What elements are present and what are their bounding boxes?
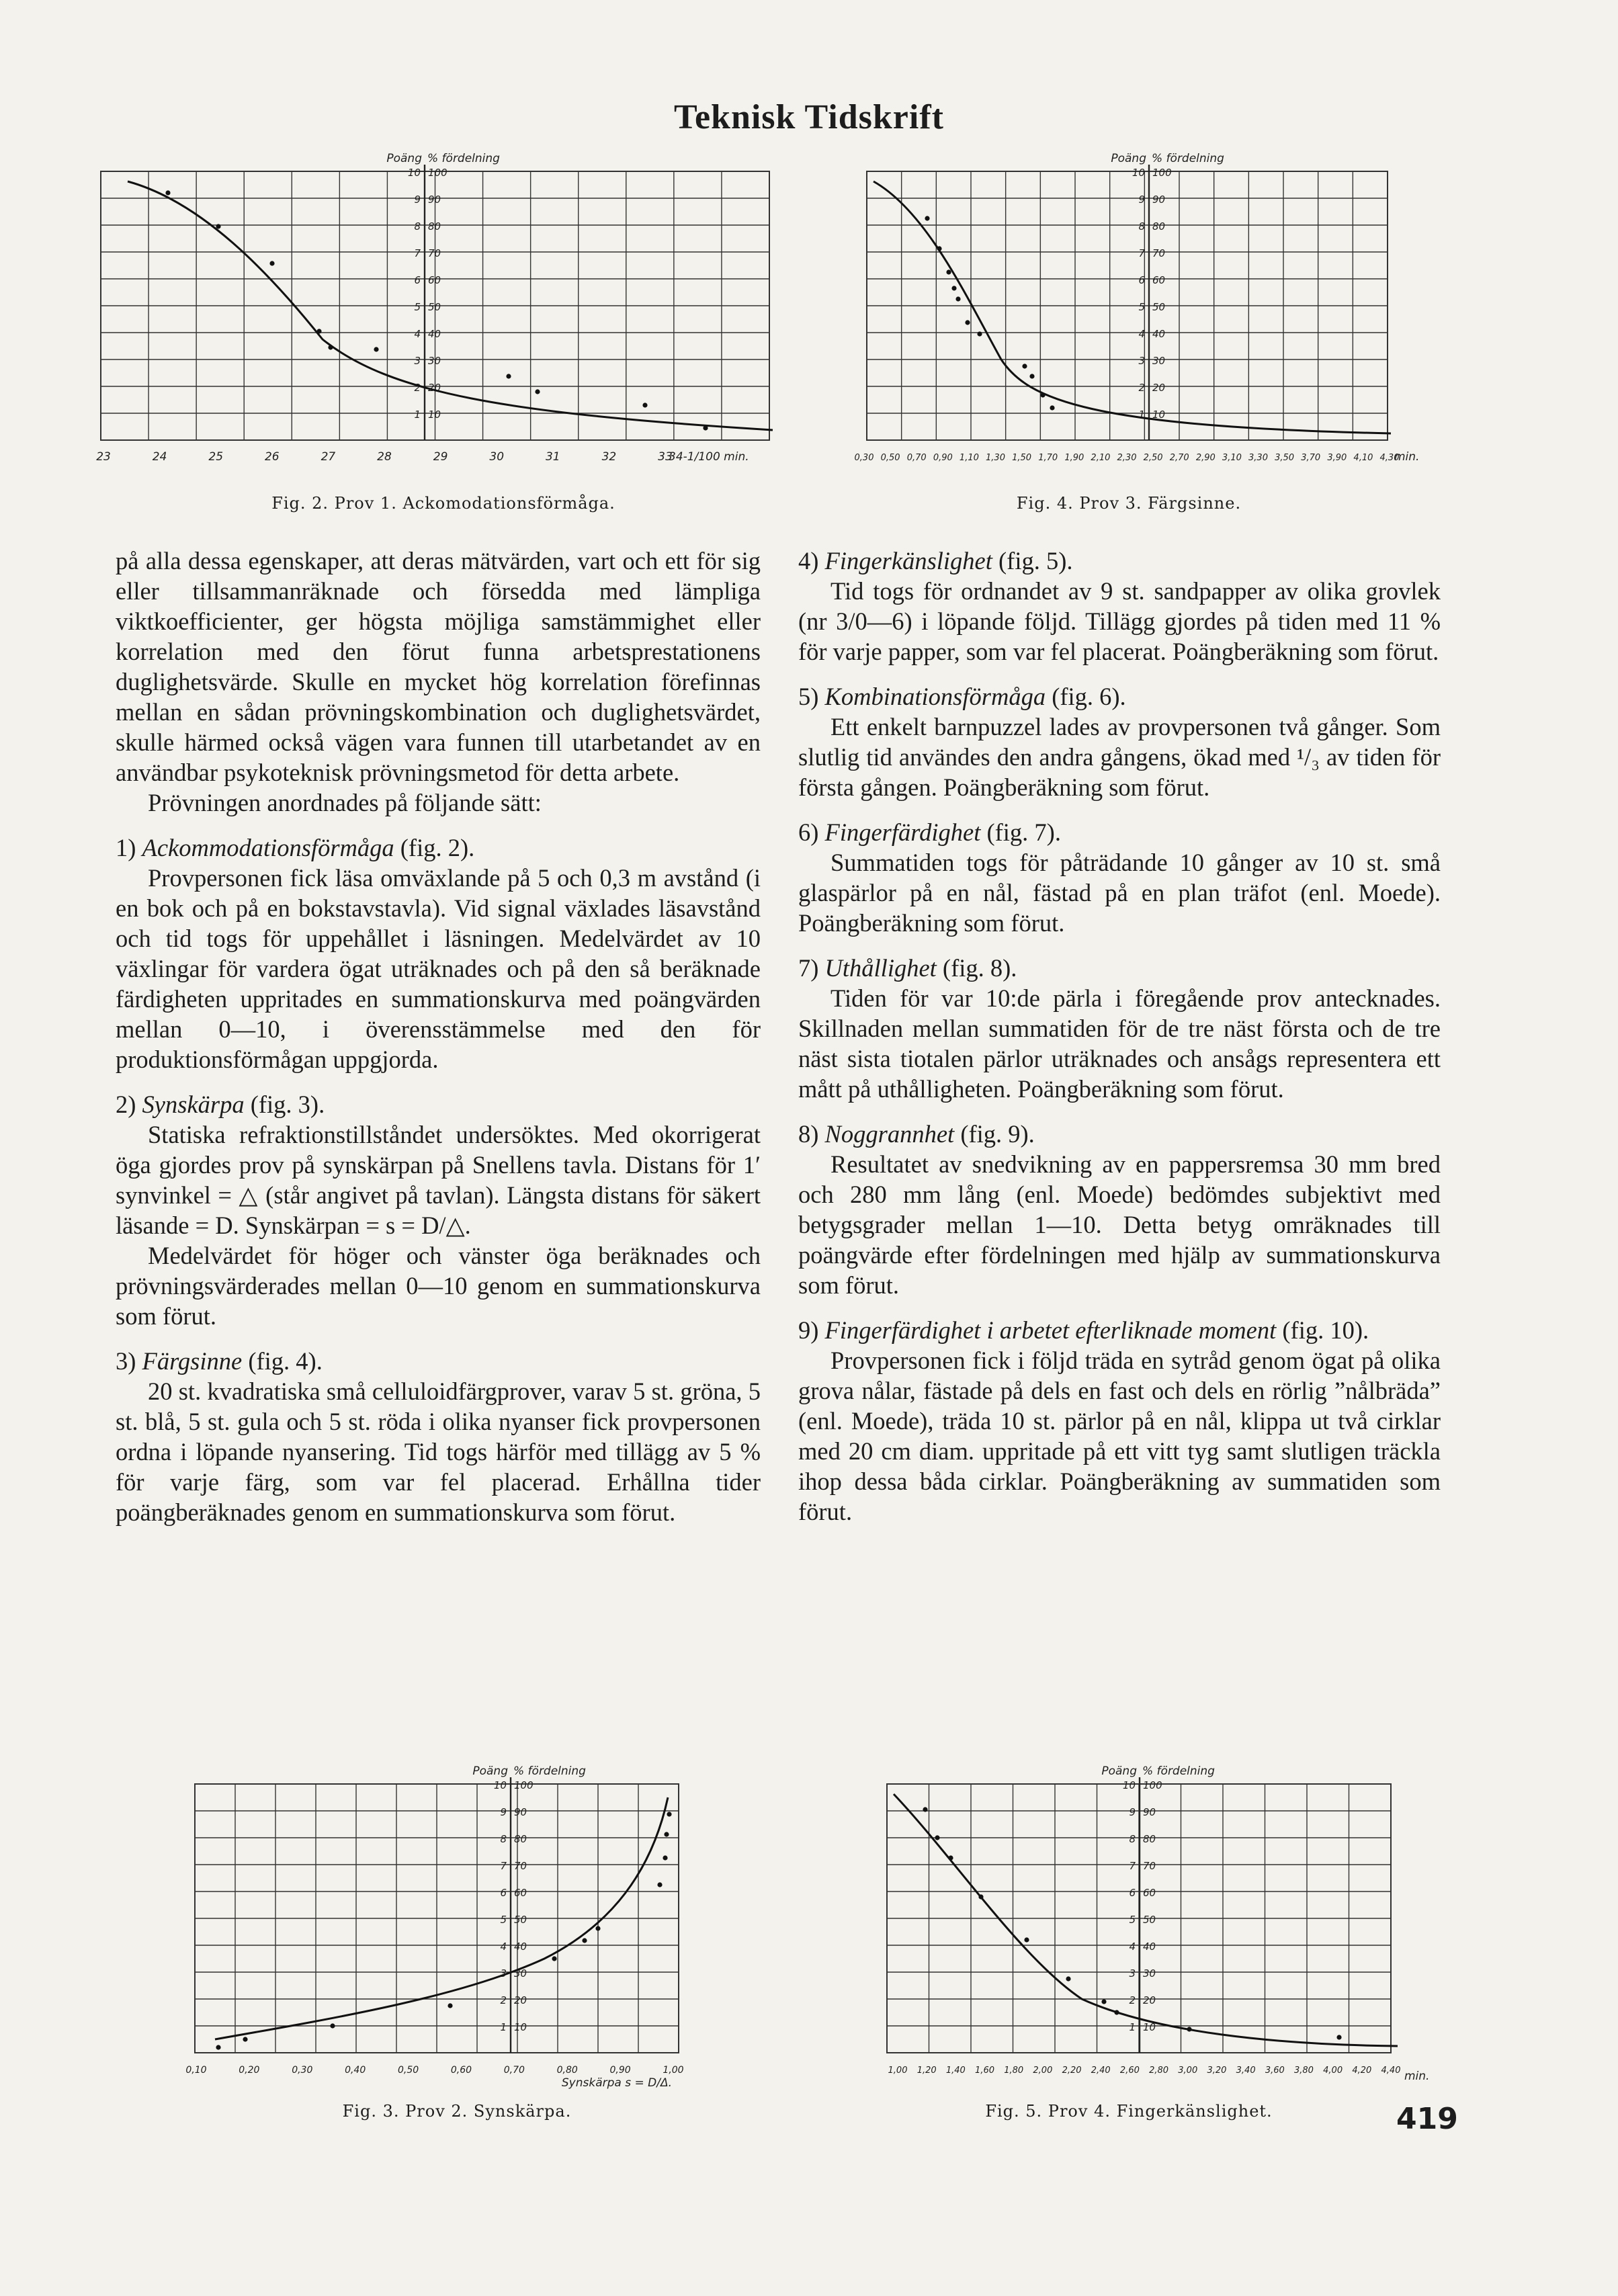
figure-2-caption: Fig. 2. Prov 1. Ackomodationsförmåga. xyxy=(271,494,615,513)
x-tick-label: 3,30 xyxy=(1248,453,1268,463)
data-dot xyxy=(663,1855,667,1860)
data-dot xyxy=(935,1835,939,1840)
x-tick-label: 3,50 xyxy=(1275,453,1295,463)
x-axis-unit: Synskärpa s = D/Δ. xyxy=(561,2076,672,2090)
paragraph: Tiden för var 10:de pärla i föregående prov antecknades. Skillnaden mellan summatiden för de tre näst första och de tre näst sista tiotalen pärlor uträknades och ansågs representera ett mått på uthålligheten. Poängberäkning som förut. xyxy=(798,984,1441,1103)
y-tick-label: 4 xyxy=(414,328,421,340)
figure-3-graph xyxy=(181,1757,732,2093)
x-tick-label: 0,40 xyxy=(345,2065,366,2076)
data-dot xyxy=(664,1832,669,1836)
section-heading-3: 3) Färgsinne (fig. 4). xyxy=(116,1347,323,1375)
y-tick-label: 8 xyxy=(500,1833,507,1845)
y-tick-label: 50 xyxy=(1152,301,1166,313)
x-tick-label: 1,60 xyxy=(975,2066,995,2076)
x-tick-label: 1,00 xyxy=(888,2066,908,2076)
y-tick-label: 7 xyxy=(1129,1860,1136,1872)
y-tick-label: 60 xyxy=(428,274,441,286)
x-tick-label: 3,70 xyxy=(1301,453,1321,463)
data-dot xyxy=(667,1812,671,1816)
y-tick-label: 1 xyxy=(1129,2021,1136,2033)
paragraph: Prövningen anordnades på följande sätt: xyxy=(148,789,542,816)
y-tick-label: 7 xyxy=(1138,247,1145,259)
paragraph: Tid togs för ordnandet av 9 st. sandpapper av olika grovlek (nr 3/0—6) i löpande följd. Tillägg gjordes på tiden med 11 % för varje papper, som var fel placerat. Poängberäkning som förut. xyxy=(798,577,1441,665)
y-tick-label: 20 xyxy=(514,1994,527,2006)
x-tick-label: 3,90 xyxy=(1327,453,1347,463)
x-tick-label: 4,00 xyxy=(1323,2066,1343,2076)
y-tick-label: 40 xyxy=(1152,328,1166,340)
data-dot xyxy=(642,402,647,407)
data-dot xyxy=(552,1956,556,1961)
y-tick-label: 3 xyxy=(414,355,421,367)
data-dot xyxy=(955,296,960,301)
y-tick-label: 2 xyxy=(500,1994,507,2006)
data-dot xyxy=(1024,1937,1029,1942)
x-tick-label: 28 xyxy=(377,450,392,464)
section-heading-2: 2) Synskärpa (fig. 3). xyxy=(116,1091,325,1118)
x-tick-label: 2,20 xyxy=(1062,2066,1082,2076)
y-tick-label: 7 xyxy=(500,1860,507,1872)
data-dot xyxy=(978,1894,983,1899)
y-tick-label: 4 xyxy=(1138,328,1145,340)
x-tick-label: 0,90 xyxy=(609,2065,631,2076)
x-tick-label: 23 xyxy=(96,450,111,464)
x-tick-label: 0,70 xyxy=(503,2065,525,2076)
journal-header: Teknisk Tidskrift xyxy=(674,98,944,136)
x-tick-label: 4,10 xyxy=(1353,453,1373,463)
x-tick-label: 3,60 xyxy=(1265,2066,1285,2076)
paragraph: på alla dessa egenskaper, att deras mätvärden, vart och ett för sig eller tillsammanräknade och försedda med lämpliga viktkoefficienter, ger högsta möjliga samstämmighet eller korrelation med den förut funna arbetsprestationens duglighetsvärde. Skulle en mycket hög korrelation förefinnas mellan en sådan prövningskombination och duglighetsvärdet, skulle härmed också vägen vara funnen till utarbetandet av en användbar psykoteknisk prövningsmetod för detta arbete. xyxy=(116,547,761,786)
right-column xyxy=(798,546,1441,1527)
y-tick-label: 2 xyxy=(1138,382,1145,394)
summation-curve xyxy=(874,181,1391,433)
x-tick-label: 31 xyxy=(545,450,560,464)
y-tick-label: 10 xyxy=(1152,409,1166,421)
x-tick-label: 1,10 xyxy=(959,453,979,463)
left-column xyxy=(116,546,761,1527)
x-tick-label: 0,30 xyxy=(292,2065,313,2076)
y-tick-label: 100 xyxy=(1143,1779,1162,1791)
x-tick-label: 0,30 xyxy=(854,453,874,463)
y-tick-label: 30 xyxy=(514,1967,527,1980)
data-dot xyxy=(330,2023,335,2028)
x-tick-label: 29 xyxy=(433,450,448,464)
paragraph: Ett enkelt barnpuzzel lades av provpersonen två gånger. Som slutlig tid användes den andra gångens, ökad med ¹/₃ av tiden för första gången. Poängberäkning som förut. xyxy=(798,713,1441,801)
data-dot xyxy=(923,1807,927,1812)
y-tick-label: 10 xyxy=(1122,1779,1136,1791)
y-tick-label: 9 xyxy=(414,194,421,206)
data-dot xyxy=(506,374,511,378)
data-dot xyxy=(1114,2010,1119,2014)
figure-3 xyxy=(181,1757,732,2093)
x-tick-label: 0,90 xyxy=(933,453,953,463)
data-dot xyxy=(1101,1999,1106,2004)
y-tick-label: 60 xyxy=(1152,274,1166,286)
figure-5 xyxy=(874,1757,1430,2093)
y-tick-label: 60 xyxy=(514,1887,527,1899)
x-tick-label: 1,90 xyxy=(1064,453,1084,463)
x-tick-label: 3,20 xyxy=(1207,2066,1227,2076)
y-tick-label: 9 xyxy=(1129,1806,1136,1818)
x-tick-label: 2,00 xyxy=(1033,2066,1053,2076)
x-tick-label: 2,30 xyxy=(1117,453,1137,463)
y-tick-label: 8 xyxy=(1138,220,1145,232)
data-dot xyxy=(269,261,274,265)
y-tick-label: 6 xyxy=(500,1887,507,1899)
x-tick-label: 3,80 xyxy=(1293,2066,1314,2076)
x-tick-label: 0,10 xyxy=(185,2065,207,2076)
x-tick-label: 4,20 xyxy=(1352,2066,1372,2076)
data-dot xyxy=(1029,374,1034,378)
x-tick-label: 2,10 xyxy=(1091,453,1111,463)
y-tick-label: 30 xyxy=(428,355,441,367)
y-tick-label: 1 xyxy=(1138,409,1145,421)
x-tick-label: 1,80 xyxy=(1004,2066,1024,2076)
y-tick-label: 10 xyxy=(1132,167,1145,179)
x-tick-label: 0,50 xyxy=(397,2065,419,2076)
data-dot xyxy=(925,216,929,220)
y-tick-label: 4 xyxy=(1129,1941,1136,1953)
y-tick-label: 4 xyxy=(500,1941,507,1953)
y-tick-label: 90 xyxy=(1143,1806,1156,1818)
section-heading-6: 6) Fingerfärdighet (fig. 7). xyxy=(798,818,1061,846)
x-tick-label: 2,60 xyxy=(1119,2066,1140,2076)
y-tick-label: 20 xyxy=(1152,382,1166,394)
y-tick-label: 70 xyxy=(1143,1860,1156,1872)
section-heading-5: 5) Kombinationsförmåga (fig. 6). xyxy=(798,683,1126,710)
y-tick-label: 5 xyxy=(414,301,421,313)
data-dot xyxy=(977,331,982,336)
x-tick-label: 27 xyxy=(321,450,336,464)
data-dot xyxy=(1066,1976,1070,1981)
y-tick-label: 10 xyxy=(428,409,441,421)
data-dot xyxy=(1336,2035,1341,2039)
y-tick-label: 5 xyxy=(500,1914,507,1926)
x-tick-label: 3,40 xyxy=(1236,2066,1256,2076)
data-dot xyxy=(165,190,170,195)
x-axis-unit: min. xyxy=(1404,2070,1430,2083)
x-tick-label: 1,70 xyxy=(1038,453,1058,463)
figure-5-caption: Fig. 5. Prov 4. Fingerkänslighet. xyxy=(985,2102,1273,2121)
data-dot xyxy=(595,1926,600,1930)
axis-title-percent: % fördelning xyxy=(1152,152,1224,165)
figure-2-graph xyxy=(96,144,786,480)
x-tick-label: 0,80 xyxy=(556,2065,578,2076)
axis-title-points: Poäng xyxy=(1101,1764,1137,1778)
y-tick-label: 5 xyxy=(1129,1914,1136,1926)
y-tick-label: 20 xyxy=(428,382,441,394)
data-dot xyxy=(1022,364,1027,368)
y-tick-label: 3 xyxy=(1129,1967,1136,1980)
y-tick-label: 80 xyxy=(1152,220,1166,232)
data-dot xyxy=(965,320,970,325)
y-tick-label: 30 xyxy=(1152,355,1166,367)
x-tick-label: 0,20 xyxy=(239,2065,260,2076)
y-tick-label: 40 xyxy=(428,328,441,340)
section-heading-9: 9) Fingerfärdighet i arbetet efterliknade moment (fig. 10). xyxy=(798,1316,1369,1344)
data-dot xyxy=(1040,392,1045,397)
x-tick-label: 4,40 xyxy=(1381,2066,1401,2076)
data-dot xyxy=(328,345,333,349)
paragraph: Provpersonen fick i följd träda en sytråd genom ögat på olika grova nålar, fästade på dels en fast och dels en rörlig ”nålbräda” (enl. Moede), träda 10 st. pärlor på en nål, klippa ut två cirklar med 20 cm diam. uppritade på ett vitt tyg samt slutligen träckla ihop dessa båda cirklar. Poängberäkning av summatiden som förut. xyxy=(798,1347,1441,1525)
x-tick-label: 2,90 xyxy=(1195,453,1216,463)
figure-4 xyxy=(833,144,1451,480)
y-tick-label: 50 xyxy=(514,1914,527,1926)
axis-title-percent: % fördelning xyxy=(427,152,500,165)
x-axis-unit: min. xyxy=(1394,450,1420,464)
x-tick-label: 1,00 xyxy=(663,2065,684,2076)
paragraph: 20 st. kvadratiska små celluloidfärgprover, varav 5 st. gröna, 5 st. blå, 5 st. gula och 5 st. röda i olika nyanser fick provpersonen ordna i löpande nyansering. Tid togs härför med tillägg av 5 % för varje färg, som var fel placerad. Erhållna tider poängberäknades genom en summationskurva som förut. xyxy=(116,1377,761,1526)
axis-title-percent: % fördelning xyxy=(513,1764,586,1778)
x-tick-label: 4,30 xyxy=(1379,453,1400,463)
y-tick-label: 60 xyxy=(1143,1887,1156,1899)
x-tick-label: 3,10 xyxy=(1222,453,1242,463)
x-tick-label: 30 xyxy=(489,450,505,464)
y-tick-label: 6 xyxy=(414,274,421,286)
paragraph: Resultatet av snedvikning av en pappersremsa 30 mm bred och 280 mm lång (enl. Moede) bedömdes subjektivt med betygsgrader mellan 1—10. Detta betyg omräknades till poängvärde efter fördelningen med hjälp av summationskurva som förut. xyxy=(798,1150,1441,1299)
data-dot xyxy=(1187,2027,1191,2031)
paragraph: Provpersonen fick läsa omväxlande på 5 och 0,3 m avstånd (i en bok och på en bokstavstavla). Vid signal växlades läsavstånd och tid togs för uppehållet i läsningen. Medelvärdet av 10 växlingar för vardera ögat uträknades och på den så beräknade färdigheten uppritades en summationskurva med poängvärden mellan 0—10, i överensstämmelse med den för produktionsförmågan uppgjorda. xyxy=(116,864,761,1073)
y-tick-label: 10 xyxy=(407,167,421,179)
y-tick-label: 90 xyxy=(1152,194,1166,206)
y-tick-label: 20 xyxy=(1143,1994,1156,2006)
y-tick-label: 3 xyxy=(500,1967,507,1980)
section-heading-4: 4) Fingerkänslighet (fig. 5). xyxy=(798,547,1073,575)
y-tick-label: 30 xyxy=(1143,1967,1156,1980)
y-tick-label: 90 xyxy=(428,194,441,206)
y-tick-label: 40 xyxy=(1143,1941,1156,1953)
data-dot xyxy=(374,347,378,351)
data-dot xyxy=(243,2037,247,2041)
y-tick-label: 6 xyxy=(1138,274,1145,286)
page-number: 419 xyxy=(1396,2102,1458,2136)
data-dot xyxy=(448,2003,452,2008)
y-tick-label: 10 xyxy=(1143,2021,1156,2033)
x-tick-label: 24 xyxy=(152,450,167,464)
x-tick-label: 1,40 xyxy=(945,2066,966,2076)
y-tick-label: 90 xyxy=(514,1806,527,1818)
data-dot xyxy=(946,269,951,274)
y-tick-label: 70 xyxy=(1152,247,1166,259)
x-tick-label: 1,30 xyxy=(986,453,1005,463)
data-dot xyxy=(657,1882,662,1887)
y-tick-label: 6 xyxy=(1129,1887,1136,1899)
axis-title-points: Poäng xyxy=(472,1764,508,1778)
figure-4-graph xyxy=(833,144,1451,480)
y-tick-label: 1 xyxy=(500,2021,507,2033)
y-tick-label: 80 xyxy=(514,1833,527,1845)
y-tick-label: 100 xyxy=(514,1779,534,1791)
figure-4-caption: Fig. 4. Prov 3. Färgsinne. xyxy=(1016,494,1242,513)
y-tick-label: 100 xyxy=(428,167,448,179)
x-tick-label: 0,70 xyxy=(906,453,927,463)
y-tick-label: 8 xyxy=(414,220,421,232)
y-tick-label: 8 xyxy=(1129,1833,1136,1845)
figure-2 xyxy=(96,144,786,480)
x-tick-label: 26 xyxy=(264,450,280,464)
y-tick-label: 50 xyxy=(1143,1914,1156,1926)
x-tick-label: 32 xyxy=(601,450,617,464)
axis-title-points: Poäng xyxy=(386,152,422,165)
x-tick-label: 0,50 xyxy=(880,453,900,463)
data-dot xyxy=(948,1855,953,1860)
x-tick-label: 1,20 xyxy=(917,2066,937,2076)
figure-3-caption: Fig. 3. Prov 2. Synskärpa. xyxy=(342,2102,572,2121)
y-tick-label: 80 xyxy=(1143,1833,1156,1845)
x-tick-label: 2,70 xyxy=(1169,453,1189,463)
y-tick-label: 70 xyxy=(514,1860,527,1872)
section-heading-1: 1) Ackommodationsförmåga (fig. 2). xyxy=(116,834,475,861)
paragraph: Statiska refraktionstillståndet undersöktes. Med okorrigerat öga gjordes prov på synskärpan på Snellens tavla. Distans för 1′ synvinkel = △ (står angivet på tavlan). Längsta distans för säkert läsande = D. Synskärpan = s = D/△. xyxy=(116,1121,761,1239)
data-dot xyxy=(951,286,956,290)
axis-title-percent: % fördelning xyxy=(1142,1764,1215,1778)
x-tick-label: 25 xyxy=(208,450,224,464)
section-heading-8: 8) Noggrannhet (fig. 9). xyxy=(798,1120,1035,1148)
x-tick-label: 2,50 xyxy=(1143,453,1163,463)
data-dot xyxy=(316,329,321,333)
y-tick-label: 100 xyxy=(1152,167,1172,179)
figure-5-graph xyxy=(874,1757,1430,2093)
x-tick-label: 2,40 xyxy=(1091,2066,1111,2076)
x-tick-label: 1,50 xyxy=(1012,453,1032,463)
y-tick-label: 9 xyxy=(500,1806,507,1818)
x-tick-label: 0,60 xyxy=(450,2065,472,2076)
y-tick-label: 70 xyxy=(428,247,441,259)
data-dot xyxy=(937,246,941,251)
data-dot xyxy=(703,425,708,430)
y-tick-label: 7 xyxy=(414,247,421,259)
y-tick-label: 3 xyxy=(1138,355,1145,367)
y-tick-label: 10 xyxy=(493,1779,507,1791)
y-tick-label: 10 xyxy=(514,2021,527,2033)
data-dot xyxy=(1050,405,1054,410)
axis-title-points: Poäng xyxy=(1111,152,1146,165)
x-tick-label: 3,00 xyxy=(1178,2066,1198,2076)
y-tick-label: 1 xyxy=(414,409,421,421)
data-dot xyxy=(582,1938,587,1943)
y-tick-label: 2 xyxy=(1129,1994,1136,2006)
y-tick-label: 50 xyxy=(428,301,441,313)
data-dot xyxy=(535,389,540,394)
data-dot xyxy=(216,2045,220,2049)
y-tick-label: 80 xyxy=(428,220,441,232)
x-tick-label: 33 xyxy=(658,450,673,464)
x-tick-label: 2,80 xyxy=(1149,2066,1169,2076)
x-axis-unit: 34-1/100 min. xyxy=(669,450,749,464)
y-tick-label: 2 xyxy=(414,382,421,394)
paragraph: Medelvärdet för höger och vänster öga beräknades och prövningsvärderades mellan 0—10 genom en summationskurva som förut. xyxy=(116,1242,761,1330)
y-tick-label: 5 xyxy=(1138,301,1145,313)
data-dot xyxy=(216,224,220,228)
y-tick-label: 40 xyxy=(514,1941,527,1953)
paragraph: Summatiden togs för påträdande 10 gånger av 10 st. små glaspärlor på en nål, fästad på en plan träfot (enl. Moede). Poängberäkning som förut. xyxy=(798,849,1441,937)
section-heading-7: 7) Uthållighet (fig. 8). xyxy=(798,954,1017,982)
y-tick-label: 9 xyxy=(1138,194,1145,206)
